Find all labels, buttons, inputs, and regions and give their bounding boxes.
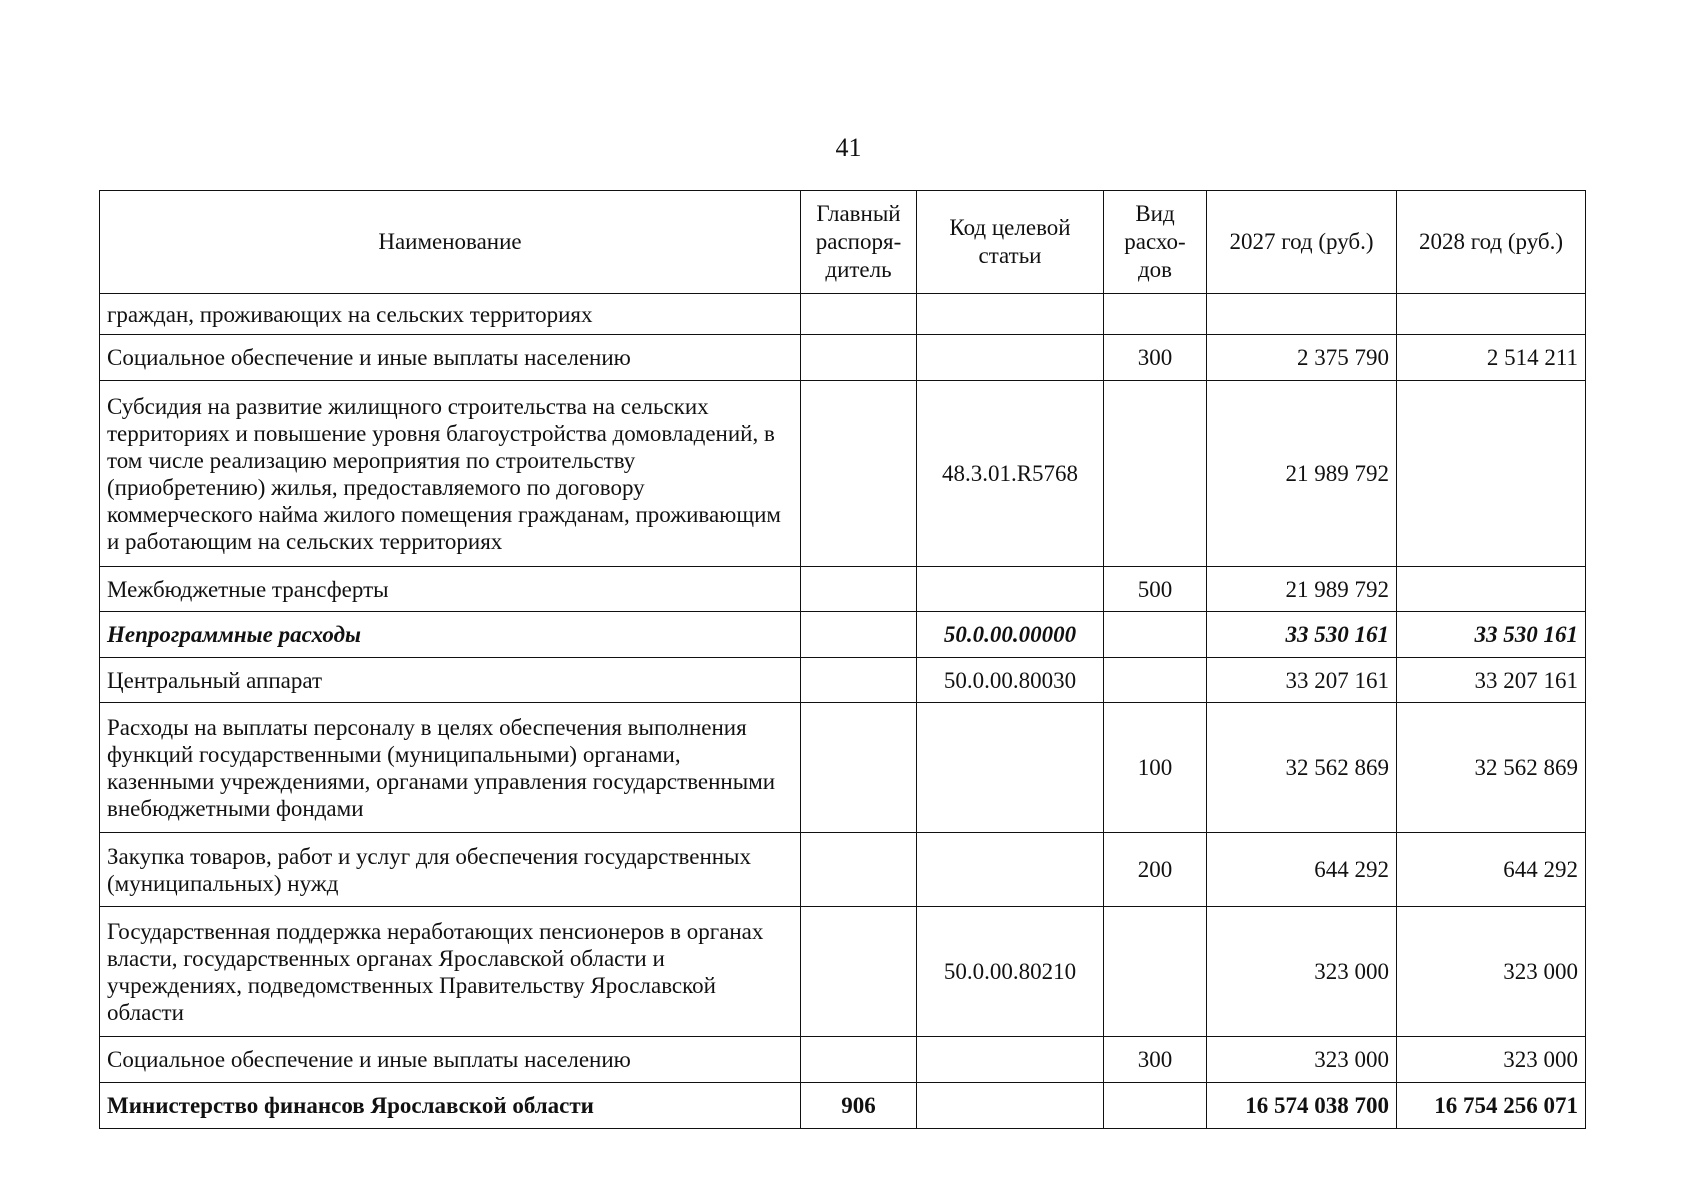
cell-2028: 33 207 161: [1397, 658, 1586, 703]
cell-2028: 33 530 161: [1397, 612, 1586, 658]
cell-vid: [1104, 612, 1207, 658]
table-row: [100, 703, 1586, 833]
cell-code: 48.3.01.R5768: [917, 381, 1104, 567]
cell-name: Закупка товаров, работ и услуг для обеспечения государственных (муниципальных) нужд: [100, 833, 801, 907]
cell-2028: 32 562 869: [1397, 703, 1586, 833]
table-row: [100, 381, 1586, 567]
table-row: [100, 567, 1586, 612]
cell-2027: [1207, 294, 1397, 335]
cell-name: Межбюджетные трансферты: [100, 567, 801, 612]
cell-vid: 300: [1104, 1037, 1207, 1083]
cell-vid: 200: [1104, 833, 1207, 907]
cell-code: [917, 567, 1104, 612]
cell-2027: 16 574 038 700: [1207, 1083, 1397, 1129]
cell-grbs: [801, 335, 917, 381]
cell-grbs: [801, 703, 917, 833]
header-2027: [1207, 191, 1397, 294]
cell-2028: 323 000: [1397, 907, 1586, 1037]
cell-grbs: [801, 567, 917, 612]
cell-vid: 100: [1104, 703, 1207, 833]
cell-2028: 16 754 256 071: [1397, 1083, 1586, 1129]
table-row: [100, 335, 1586, 381]
table-body: [100, 294, 1586, 1129]
cell-vid: [1104, 381, 1207, 567]
cell-vid: 300: [1104, 335, 1207, 381]
cell-name: Расходы на выплаты персоналу в целях обеспечения выполнения функций государственными (муниципальными) органами, казенными учреждениями, органами управления государственными внебюджетными фондами: [100, 703, 801, 833]
cell-code: [917, 1037, 1104, 1083]
header-vid-text: Вид расхо-дов: [1124, 201, 1186, 282]
cell-code: [917, 1083, 1104, 1129]
header-2027-text: 2027 год (руб.): [1229, 229, 1374, 254]
cell-2028: 2 514 211: [1397, 335, 1586, 381]
cell-grbs: [801, 833, 917, 907]
table-row: [100, 612, 1586, 658]
header-2028: [1397, 191, 1586, 294]
cell-code: 50.0.00.80210: [917, 907, 1104, 1037]
cell-vid: 500: [1104, 567, 1207, 612]
header-code-text: Код целевой статьи: [949, 215, 1071, 268]
cell-code: [917, 294, 1104, 335]
cell-code: 50.0.00.80030: [917, 658, 1104, 703]
header-grbs: [801, 191, 917, 294]
cell-2027: 33 207 161: [1207, 658, 1397, 703]
cell-name: Социальное обеспечение и иные выплаты населению: [100, 1037, 801, 1083]
cell-2028: 323 000: [1397, 1037, 1586, 1083]
cell-vid: [1104, 907, 1207, 1037]
cell-name: Непрограммные расходы: [100, 612, 801, 658]
cell-grbs: [801, 381, 917, 567]
header-code: [917, 191, 1104, 294]
table-row: [100, 833, 1586, 907]
table-row: [100, 1083, 1586, 1129]
cell-2028: [1397, 567, 1586, 612]
table-row: [100, 294, 1586, 335]
cell-name: граждан, проживающих на сельских территориях: [100, 294, 801, 335]
header-2028-text: 2028 год (руб.): [1418, 229, 1564, 254]
cell-name: Центральный аппарат: [100, 658, 801, 703]
cell-code: [917, 703, 1104, 833]
cell-name: Государственная поддержка неработающих пенсионеров в органах власти, государственных органах Ярославской области и учреждениях, подведомственных Правительству Ярославской области: [100, 907, 801, 1037]
cell-code: [917, 335, 1104, 381]
cell-name: Социальное обеспечение и иные выплаты населению: [100, 335, 801, 381]
cell-2027: 32 562 869: [1207, 703, 1397, 833]
cell-2028: [1397, 294, 1586, 335]
cell-code: [917, 833, 1104, 907]
page-number: 41: [835, 133, 862, 162]
budget-table: [99, 190, 1586, 1129]
header-grbs-text: Главный распоря-дитель: [815, 201, 902, 282]
cell-2027: 21 989 792: [1207, 381, 1397, 567]
cell-2027: 33 530 161: [1207, 612, 1397, 658]
cell-grbs: [801, 658, 917, 703]
cell-2027: 323 000: [1207, 1037, 1397, 1083]
cell-grbs: [801, 1037, 917, 1083]
cell-2027: 323 000: [1207, 907, 1397, 1037]
cell-vid: [1104, 658, 1207, 703]
cell-name: Министерство финансов Ярославской области: [100, 1083, 801, 1129]
cell-2028: 644 292: [1397, 833, 1586, 907]
table-header-row: [100, 191, 1586, 294]
table-row: [100, 907, 1586, 1037]
cell-name: Субсидия на развитие жилищного строительства на сельских территориях и повышение уровня благоустройства домовладений, в том числе реализацию мероприятия по строительству (приобретению) жилья, предоставляемого по договору коммерческого найма жилого помещения гражданам, проживающим и работающим на сельских территориях: [100, 381, 801, 567]
cell-2027: 644 292: [1207, 833, 1397, 907]
cell-2027: 2 375 790: [1207, 335, 1397, 381]
table-row: [100, 1037, 1586, 1083]
cell-vid: [1104, 1083, 1207, 1129]
header-vid: [1104, 191, 1207, 294]
cell-grbs: 906: [801, 1083, 917, 1129]
header-name: Наименование: [100, 191, 801, 294]
cell-code: 50.0.00.00000: [917, 612, 1104, 658]
cell-vid: [1104, 294, 1207, 335]
table-row: [100, 658, 1586, 703]
cell-2027: 21 989 792: [1207, 567, 1397, 612]
cell-grbs: [801, 294, 917, 335]
cell-2028: [1397, 381, 1586, 567]
cell-grbs: [801, 907, 917, 1037]
cell-grbs: [801, 612, 917, 658]
